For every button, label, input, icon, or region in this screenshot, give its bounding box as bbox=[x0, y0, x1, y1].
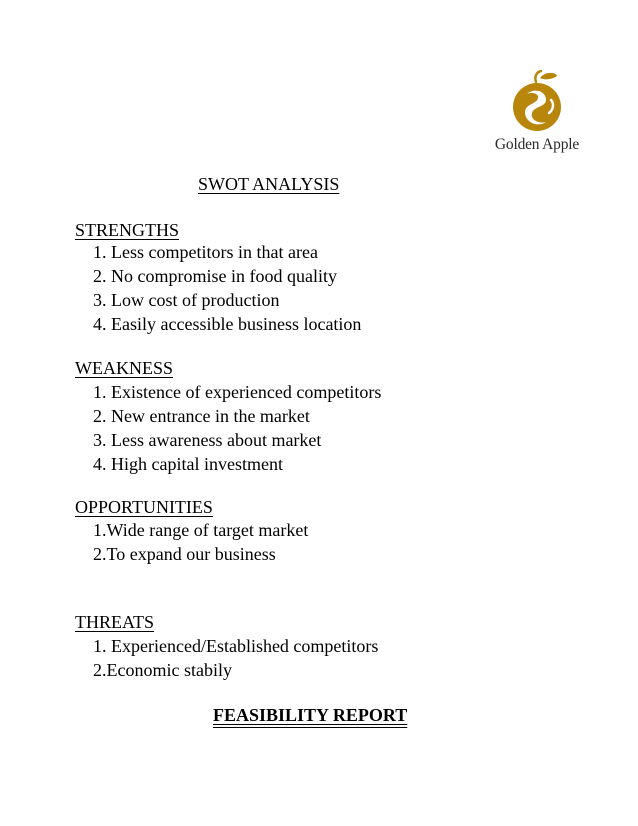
list-item: 1. Existence of experienced competitors bbox=[93, 382, 382, 402]
list-item: 3. Less awareness about market bbox=[93, 430, 322, 450]
list-item: 2. No compromise in food quality bbox=[93, 266, 337, 286]
list-item: 2. New entrance in the market bbox=[93, 406, 310, 426]
page-title: SWOT ANALYSIS bbox=[198, 174, 340, 194]
apple-icon bbox=[510, 70, 564, 134]
list-item: 2.Economic stabily bbox=[93, 660, 232, 680]
list-item: 2.To expand our business bbox=[93, 544, 276, 564]
list-item: 1. Experienced/Established competitors bbox=[93, 636, 379, 656]
list-item: 1.Wide range of target market bbox=[93, 520, 309, 540]
opportunities-heading: OPPORTUNITIES bbox=[75, 497, 213, 517]
threats-heading: THREATS bbox=[75, 612, 155, 632]
list-item: 1. Less competitors in that area bbox=[93, 242, 318, 262]
feasibility-report-heading: FEASIBILITY REPORT bbox=[213, 705, 408, 725]
logo-text: Golden Apple bbox=[494, 136, 580, 153]
list-item: 4. Easily accessible business location bbox=[93, 314, 362, 334]
weakness-heading: WEAKNESS bbox=[75, 358, 173, 378]
list-item: 4. High capital investment bbox=[93, 454, 283, 474]
strengths-heading: STRENGTHS bbox=[75, 220, 180, 240]
list-item: 3. Low cost of production bbox=[93, 290, 280, 310]
golden-apple-logo bbox=[486, 70, 588, 162]
